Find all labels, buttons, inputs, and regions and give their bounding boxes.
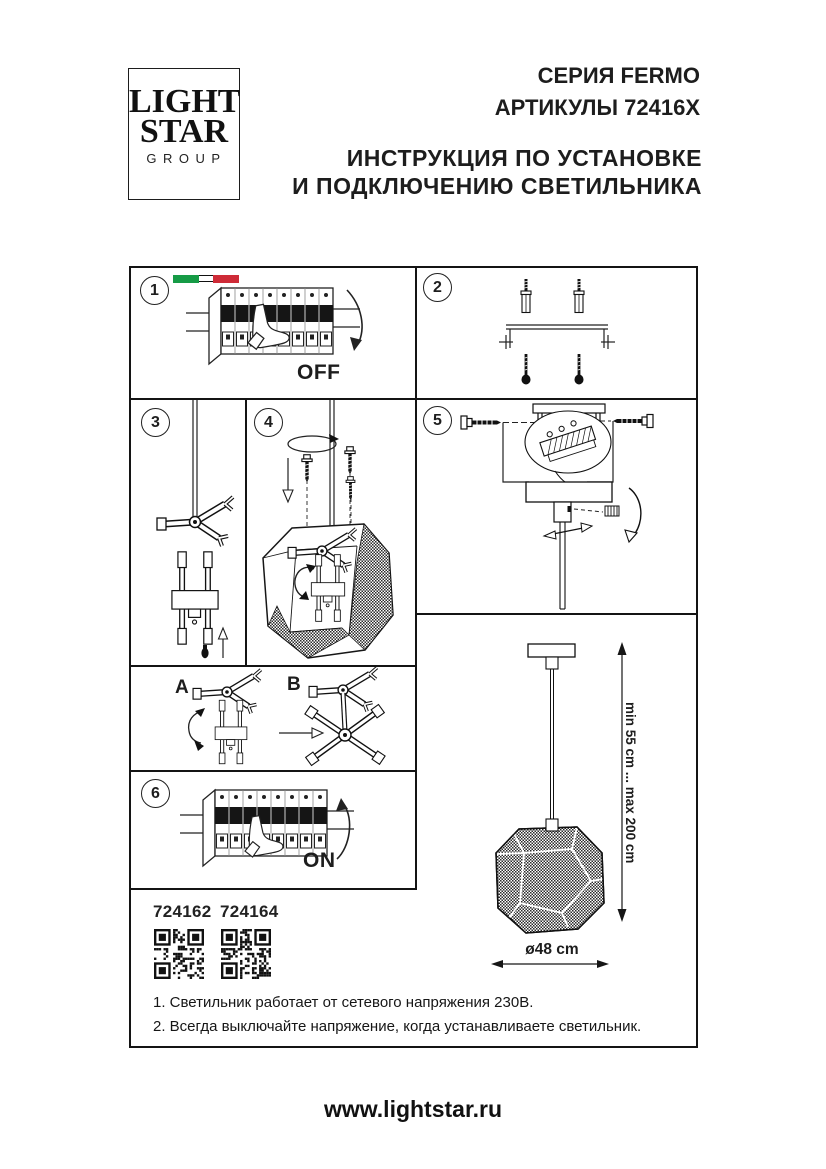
slide-double-arrow: [544, 523, 592, 539]
step-6-badge: 6: [141, 779, 170, 808]
side-screw-left: [461, 416, 501, 429]
website-url: www.lightstar.ru: [323, 1096, 503, 1122]
spider-bracket-a: [193, 670, 261, 714]
logo-word-light: LIGHT: [129, 83, 241, 120]
stem-rod: [560, 522, 565, 609]
qr-code-2: [221, 929, 271, 979]
socket-assembly-folded: [215, 700, 247, 763]
ceiling-canopy: [528, 644, 575, 657]
set-screw: [568, 506, 572, 512]
on-label: ON: [303, 849, 336, 872]
suspension-height-label: min 55 cm ... max 200 cm: [623, 702, 638, 864]
step-2-badge: 2: [423, 273, 452, 302]
panel-5-drawing: [417, 400, 695, 612]
diameter-dimension-line: [491, 960, 609, 968]
circuit-breaker: [186, 288, 360, 364]
wall-plug-right: [574, 279, 584, 313]
header-series-block: [495, 60, 700, 124]
instruction-title-line2: И ПОДКЛЮЧЕНИЮ СВЕТИЛЬНИКА: [292, 173, 702, 199]
wall-plug-left: [521, 279, 531, 313]
socket-assembly-unfolded: [305, 693, 385, 765]
step-5-badge: 5: [423, 406, 452, 435]
rotate-arrow: [288, 436, 336, 452]
instruction-title-line1: ИНСТРУКЦИЯ ПО УСТАНОВКЕ: [346, 145, 702, 171]
variant-a-label: A: [175, 677, 189, 698]
divider-under-panel6: [131, 888, 417, 890]
step-1-badge: 1: [140, 276, 169, 305]
safety-notes: [153, 991, 641, 1038]
shade-screw-3: [346, 477, 355, 500]
panel-1-drawing: [131, 268, 414, 397]
diameter-label: ø48 cm: [525, 941, 579, 958]
switch-off-arrow: [347, 290, 362, 344]
qr-code-1: [154, 929, 204, 979]
mesh-shade: [496, 827, 604, 933]
panel-3-drawing: [131, 400, 244, 664]
rotate-stem-arrow: [629, 488, 641, 536]
step-3-badge: 3: [141, 408, 170, 437]
variant-b-label: B: [287, 674, 301, 695]
lamp-bulb-icon: [201, 648, 208, 658]
logo-word-star: STAR: [139, 113, 229, 150]
note-line-1: 1. Светильник работает от сетевого напряжения 230В.: [153, 994, 534, 1011]
shade-neck: [546, 819, 558, 831]
screw-right: [575, 354, 584, 385]
spider-bracket: [157, 497, 233, 546]
socket-assembly: [172, 552, 218, 644]
switch-on-arrow: [337, 805, 350, 859]
off-label: OFF: [297, 361, 341, 384]
side-screw-right: [613, 415, 653, 428]
articles-title: АРТИКУЛЫ 72416X: [494, 95, 700, 120]
logo-word-group: GROUP: [146, 151, 227, 166]
note-line-2: 2. Всегда выключайте напряжение, когда устанавливаете светильник.: [153, 1017, 642, 1035]
panel-4-drawing: [246, 400, 414, 664]
lightstar-logo: [128, 68, 240, 200]
pendant-lamp-drawing: [416, 613, 695, 1045]
article-code-724164: 724164: [220, 902, 279, 921]
series-title: СЕРИЯ FERMO: [537, 63, 700, 88]
header-instruction-title: [292, 144, 702, 200]
spring-icon: [605, 506, 619, 516]
suspension-cable: [551, 669, 554, 821]
canopy: [526, 482, 612, 502]
screw-left: [522, 354, 531, 385]
suspension-rod: [193, 400, 197, 520]
article-code-724162: 724162: [153, 902, 212, 921]
panel-6-drawing: [131, 771, 414, 887]
panel-ab-drawing: [131, 667, 414, 769]
shade-screw-2: [345, 447, 355, 474]
shade-screw-1: [302, 455, 312, 482]
mounting-bracket: [499, 325, 615, 349]
panel-2-drawing: [417, 268, 695, 397]
step-4-badge: 4: [254, 408, 283, 437]
